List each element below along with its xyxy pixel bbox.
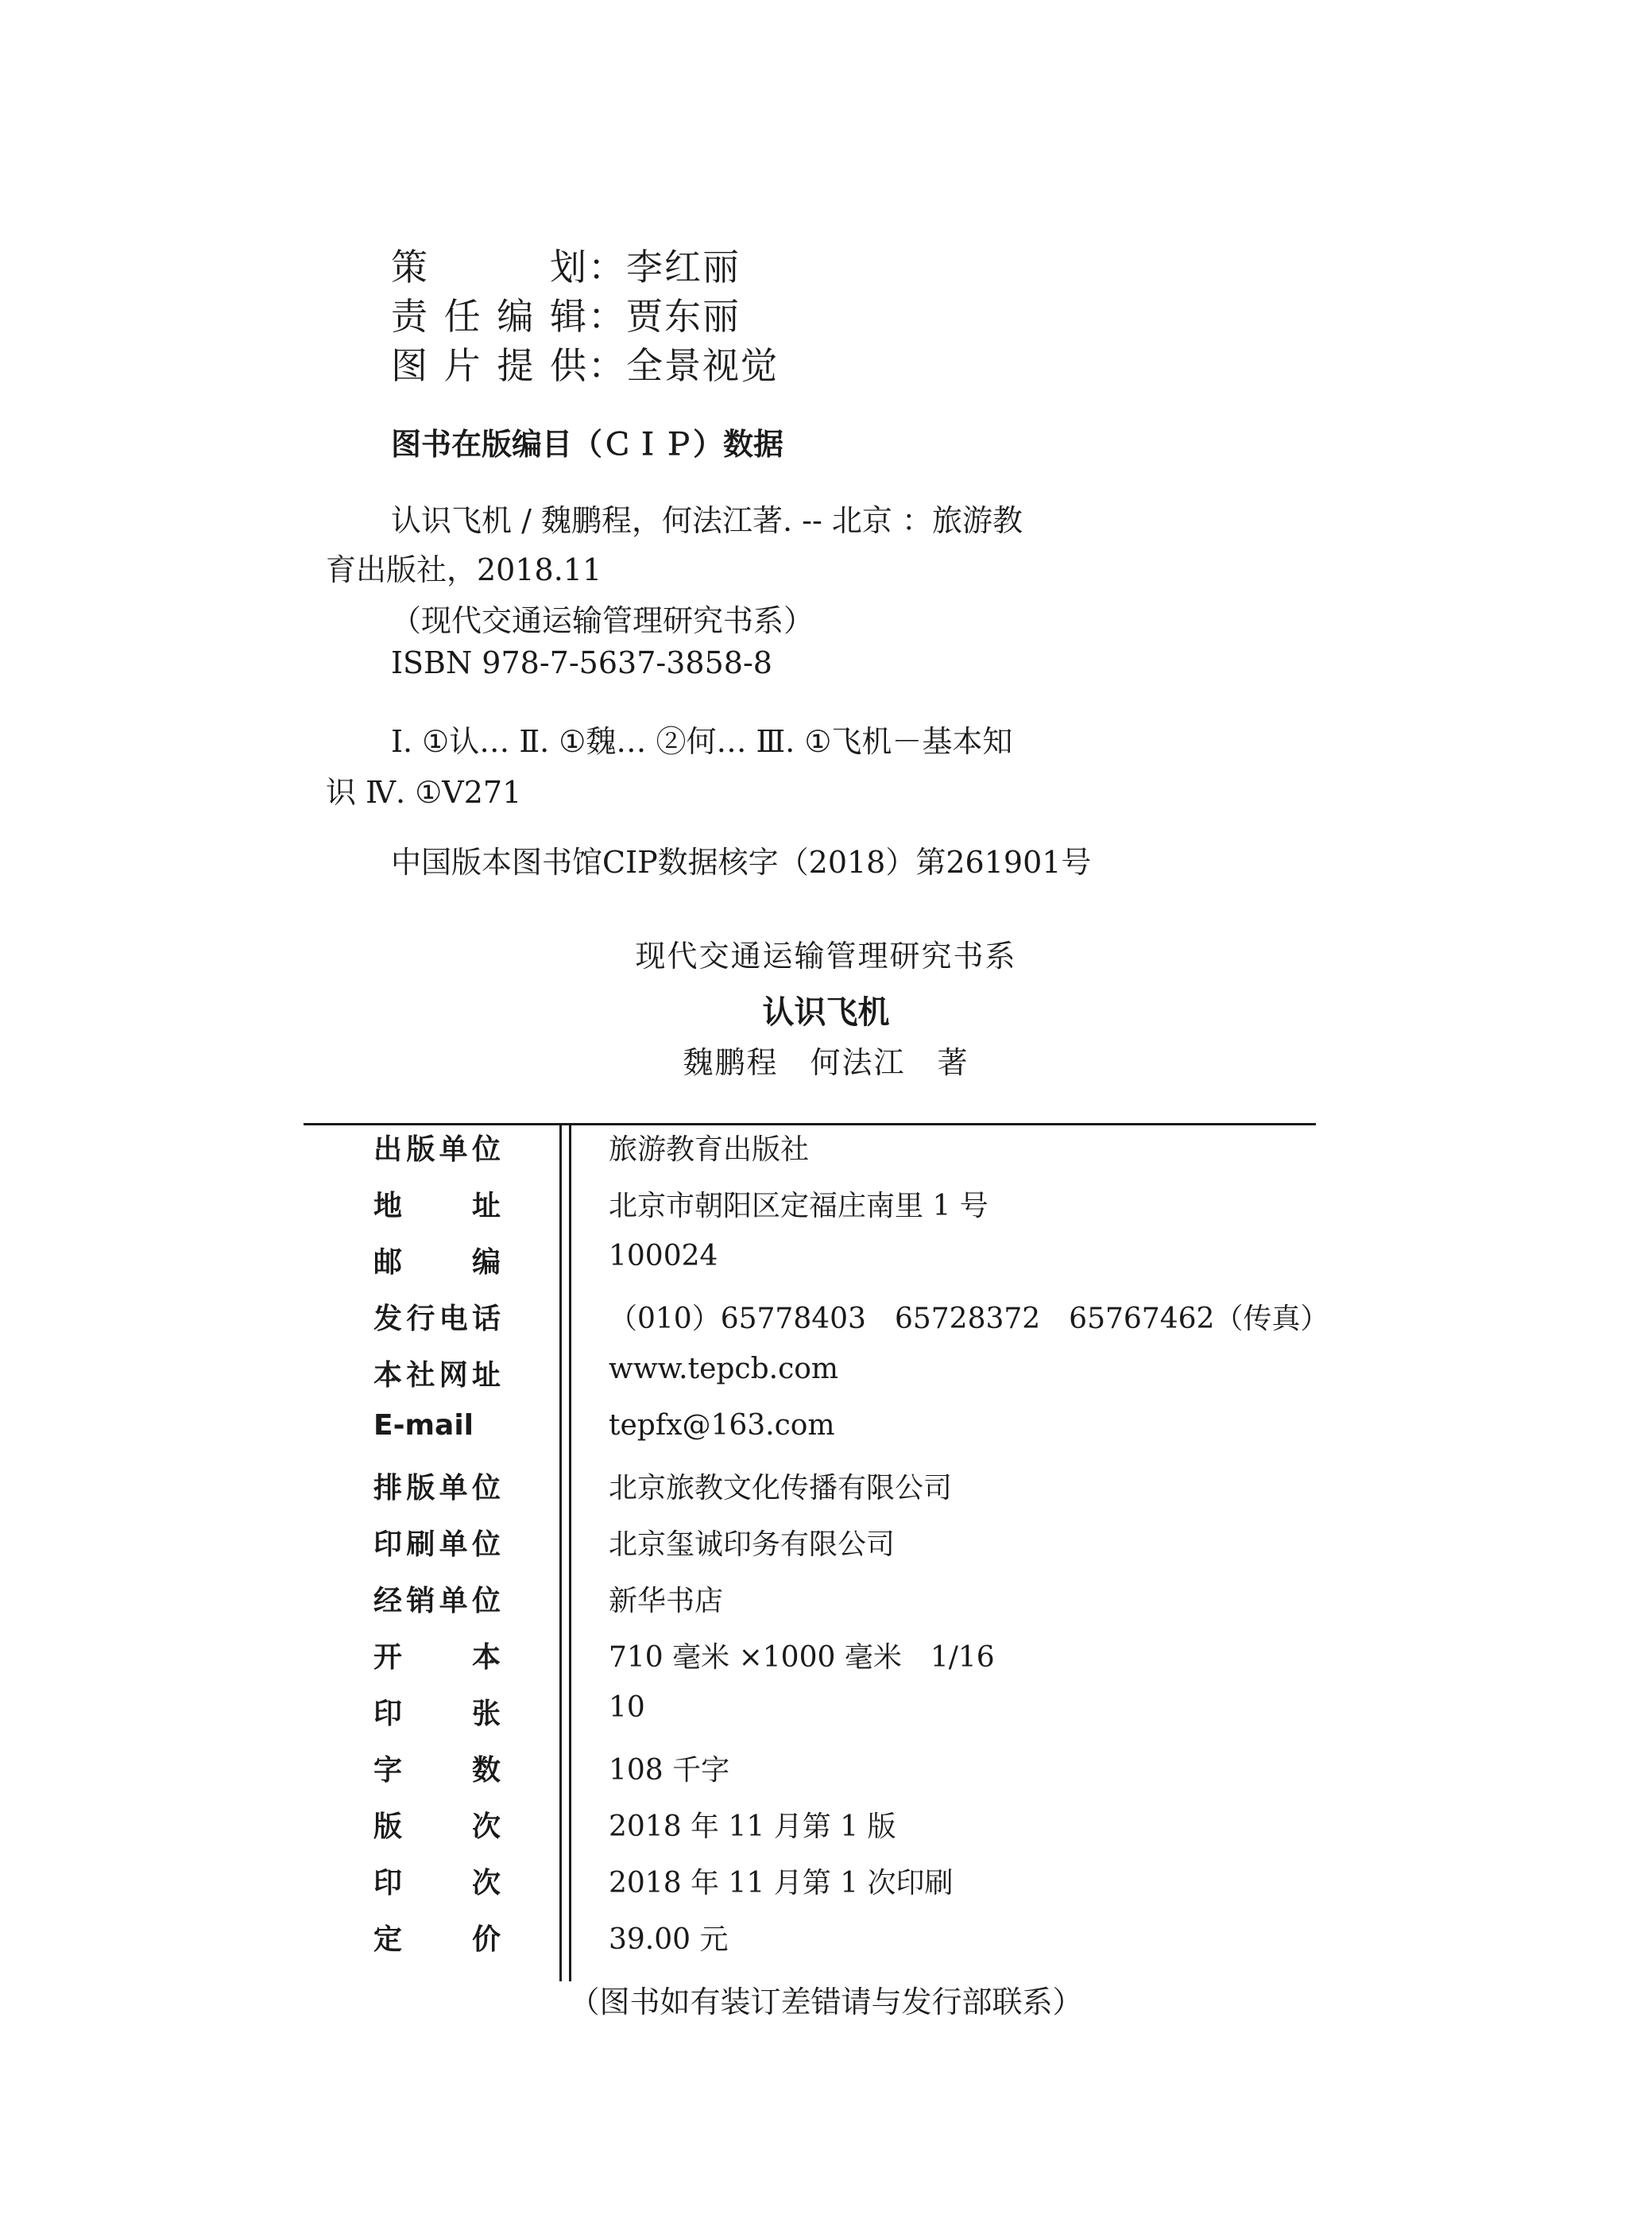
info-value: 108 千字 bbox=[609, 1754, 730, 1787]
series-name: 现代交通运输管理研究书系 bbox=[635, 939, 1017, 974]
cip-line-6: 识 Ⅳ. ①V271 bbox=[326, 775, 522, 810]
cip-heading: 图书在版编目（ＣＩＰ）数据 bbox=[391, 427, 784, 462]
info-label: 经销单位 bbox=[373, 1585, 501, 1617]
info-value: 39.00 元 bbox=[609, 1923, 729, 1956]
info-value: 北京市朝阳区定福庄南里 1 号 bbox=[609, 1190, 988, 1222]
credit-value: 贾东丽 bbox=[626, 295, 741, 338]
info-value: 710 毫米 ×1000 毫米 1/16 bbox=[609, 1641, 995, 1674]
info-row-printing bbox=[0, 1861, 1652, 1918]
info-value: www.tepcb.com bbox=[609, 1353, 839, 1385]
info-label: 印次 bbox=[373, 1867, 501, 1899]
book-title: 认识飞机 bbox=[762, 994, 890, 1031]
info-label: 出版单位 bbox=[373, 1133, 501, 1166]
credit-label: 责任编辑 bbox=[391, 295, 588, 338]
cip-line-1: 认识飞机 / 魏鹏程，何法江著. -- 北京 ：旅游教 bbox=[391, 503, 1023, 538]
credit-separator: ： bbox=[588, 344, 626, 387]
info-row-format bbox=[0, 1635, 1652, 1692]
info-value: 2018 年 11 月第 1 版 bbox=[609, 1810, 896, 1843]
info-value: （010）65778403 65728372 65767462（传真） bbox=[609, 1303, 1329, 1335]
info-value: 北京旅教文化传播有限公司 bbox=[609, 1472, 953, 1504]
info-value: 旅游教育出版社 bbox=[609, 1133, 810, 1166]
footer-note: （图书如有装订差错请与发行部联系） bbox=[569, 1985, 1083, 2019]
info-row-publisher bbox=[0, 1127, 1652, 1184]
credit-separator: ： bbox=[588, 246, 626, 288]
info-row-wordcount bbox=[0, 1748, 1652, 1805]
cip-isbn: ISBN 978-7-5637-3858-8 bbox=[391, 645, 772, 680]
info-label: E-mail bbox=[373, 1409, 474, 1442]
info-value: 北京玺诚印务有限公司 bbox=[609, 1528, 896, 1561]
info-label: 开本 bbox=[373, 1641, 501, 1674]
credit-label: 图片提供 bbox=[391, 344, 588, 387]
credit-value: 全景视觉 bbox=[626, 344, 779, 387]
info-row-distributor bbox=[0, 1578, 1652, 1636]
info-row-website bbox=[0, 1353, 1652, 1410]
info-row-sheets bbox=[0, 1691, 1652, 1748]
cip-verification: 中国版本图书馆CIP数据核字（2018）第261901号 bbox=[391, 845, 1092, 880]
info-label: 邮编 bbox=[373, 1246, 501, 1279]
info-label: 定价 bbox=[373, 1923, 501, 1956]
credit-planner bbox=[391, 238, 741, 291]
cip-line-2: 育出版社，2018.11 bbox=[326, 552, 602, 587]
cip-line-5: Ⅰ. ①认… Ⅱ. ①魏… ②何… Ⅲ. ①飞机－基本知 bbox=[391, 724, 1013, 759]
info-label: 印刷单位 bbox=[373, 1528, 501, 1561]
info-row-phone bbox=[0, 1296, 1652, 1353]
info-label: 字数 bbox=[373, 1754, 501, 1787]
info-value: tepfx@163.com bbox=[609, 1409, 835, 1442]
info-label: 印张 bbox=[373, 1698, 501, 1730]
info-row-typesetting bbox=[0, 1466, 1652, 1523]
credit-label: 策 划 bbox=[391, 246, 588, 288]
info-row-edition bbox=[0, 1804, 1652, 1861]
info-value: 新华书店 bbox=[609, 1585, 724, 1617]
table-top-rule bbox=[304, 1123, 1316, 1125]
info-label: 发行电话 bbox=[373, 1303, 501, 1335]
credit-pictures bbox=[391, 337, 779, 389]
credit-separator: ： bbox=[588, 295, 626, 338]
book-authors: 魏鹏程 何法江 著 bbox=[683, 1045, 969, 1080]
credit-value: 李红丽 bbox=[626, 246, 741, 288]
info-label: 版次 bbox=[373, 1810, 501, 1843]
credit-editor bbox=[391, 288, 741, 340]
info-row-email bbox=[0, 1409, 1652, 1466]
info-label: 本社网址 bbox=[373, 1359, 501, 1392]
info-row-postcode bbox=[0, 1240, 1652, 1297]
info-label: 地址 bbox=[373, 1190, 501, 1222]
info-row-price bbox=[0, 1917, 1652, 1974]
info-row-printer bbox=[0, 1522, 1652, 1579]
info-label: 排版单位 bbox=[373, 1472, 501, 1504]
info-value: 100024 bbox=[609, 1240, 718, 1272]
info-row-address bbox=[0, 1183, 1652, 1241]
cip-line-3: （现代交通运输管理研究书系） bbox=[391, 603, 814, 638]
info-value: 10 bbox=[609, 1691, 645, 1724]
info-value: 2018 年 11 月第 1 次印刷 bbox=[609, 1867, 954, 1899]
